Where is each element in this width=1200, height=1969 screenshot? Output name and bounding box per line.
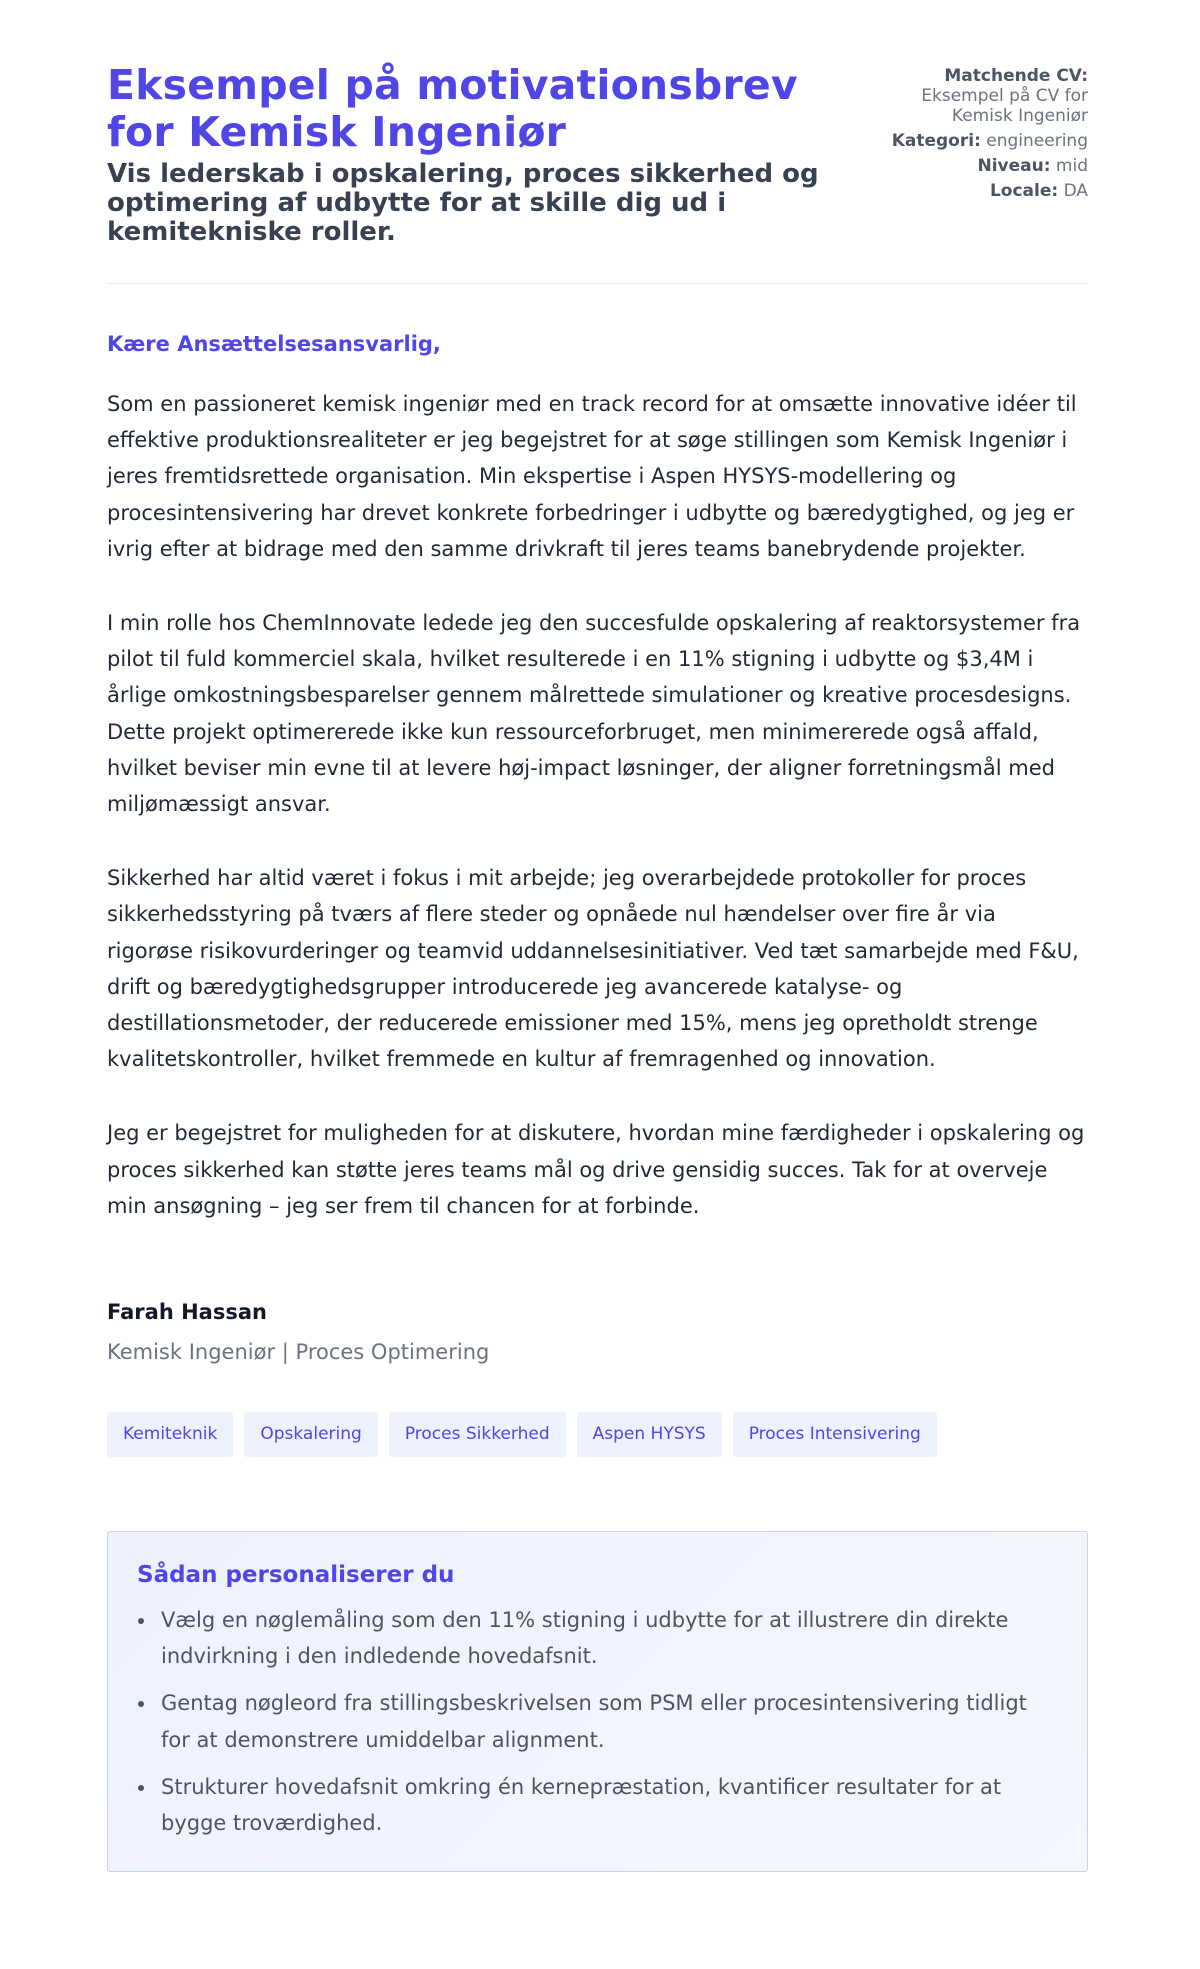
tag-list — [107, 1412, 1088, 1457]
meta-matching-cv-label: Matchende CV: — [944, 66, 1088, 86]
tag-opskalering[interactable]: Opskalering — [244, 1412, 377, 1457]
letter-body — [107, 332, 1088, 1364]
header — [107, 62, 1088, 247]
meta-level-label: Niveau: — [977, 156, 1051, 176]
tips-item-2: Gentag nøgleord fra stillingsbeskrivelsen som PSM eller procesintensivering tidligt for at demonstrere umiddelbar alignment. — [161, 1685, 1058, 1757]
tag-proces-sikkerhed[interactable]: Proces Sikkerhed — [389, 1412, 566, 1457]
tag-proces-intensivering[interactable]: Proces Intensivering — [733, 1412, 937, 1457]
header-divider — [107, 283, 1088, 284]
header-left — [107, 62, 860, 247]
letter-greeting: Kære Ansættelsesansvarlig, — [107, 332, 441, 356]
page-title: Eksempel på motivationsbrev for Kemisk Ingeniør — [107, 61, 798, 156]
signature-title: Kemisk Ingeniør | Proces Optimering — [107, 1340, 490, 1365]
letter-paragraph-3: Sikkerhed har altid været i fokus i mit arbejde; jeg overarbejdede protokoller for proces sikkerhedsstyring på tværs af flere steder og opnåede nul hændelser over fire år via rigorøse risikovurderinger og teamvid uddannelsesinitiativer. Ved tæt samarbejde med F&U, drift og bæredygtighedsgrupper introducerede jeg avancerede katalyse- og destillationsmetoder, der reducerede emissioner med 15%, mens jeg opretholdt strenge kvalitetskontroller, hvilket fremmede en kultur af fremragenhed og innovation. — [107, 866, 1079, 1072]
page-subtitle: Vis lederskab i opskalering, proces sikkerhed og optimering af udbytte for at skille dig ud i kemitekniske roller. — [107, 159, 819, 247]
meta-level-value: mid — [1055, 156, 1088, 176]
signature-name: Farah Hassan — [107, 1300, 267, 1325]
meta-panel — [860, 62, 1088, 206]
meta-category-value: engineering — [986, 131, 1088, 151]
tag-aspen-hysys[interactable]: Aspen HYSYS — [577, 1412, 722, 1457]
letter-paragraph-1: Som en passioneret kemisk ingeniør med en track record for at omsætte innovative idéer til effektive produktionsrealiteter er jeg begejstret for at søge stillingen som Kemisk Ingeniør i jeres fremtidsrettede organisation. Min ekspertise i Aspen HYSYS-modellering og procesintensivering har drevet konkrete forbedringer i udbytte og bæredygtighed, og jeg er ivrig efter at bidrage med den samme drivkraft til jeres teams banebrydende projekter. — [107, 392, 1077, 561]
letter-paragraph-2: I min rolle hos ChemInnovate ledede jeg den succesfulde opskalering af reaktorsystemer fra pilot til fuld kommerciel skala, hvilket resulterede i en 11% stigning i udbytte og $3,4M i årlige omkostningsbesparelser gennem målrettede simulationer og kreative procesdesigns. Dette projekt optimererede ikke kun ressourceforbruget, men minimererede også affald, hvilket beviser min evne til at levere høj-impact løsninger, der aligner forretningsmål med miljømæssigt ansvar. — [107, 611, 1081, 817]
meta-category — [860, 131, 1088, 151]
meta-locale-label: Locale: — [989, 181, 1059, 201]
tips-list — [137, 1602, 1058, 1841]
personalization-tips-box — [107, 1531, 1088, 1872]
tips-item-3: Strukturer hovedafsnit omkring én kernepræstation, kvantificer resultater for at bygge troværdighed. — [161, 1769, 1058, 1841]
meta-matching-cv — [860, 66, 1088, 126]
meta-category-label: Kategori: — [891, 131, 981, 151]
meta-locale — [860, 181, 1088, 201]
meta-matching-cv-value[interactable]: Eksempel på CV for Kemisk Ingeniør — [921, 86, 1088, 126]
meta-locale-value: DA — [1063, 181, 1088, 201]
tips-item-1: Vælg en nøglemåling som den 11% stigning i udbytte for at illustrere din direkte indvirkning i den indledende hovedafsnit. — [161, 1602, 1058, 1674]
meta-level — [860, 156, 1088, 176]
letter-paragraph-4: Jeg er begejstret for muligheden for at diskutere, hvordan mine færdigheder i opskalering og proces sikkerhed kan støtte jeres teams mål og drive gensidig succes. Tak for at overveje min ansøgning – jeg ser frem til chancen for at forbinde. — [107, 1121, 1085, 1218]
tips-title: Sådan personaliserer du — [137, 1562, 455, 1589]
tag-kemiteknik[interactable]: Kemiteknik — [107, 1412, 233, 1457]
